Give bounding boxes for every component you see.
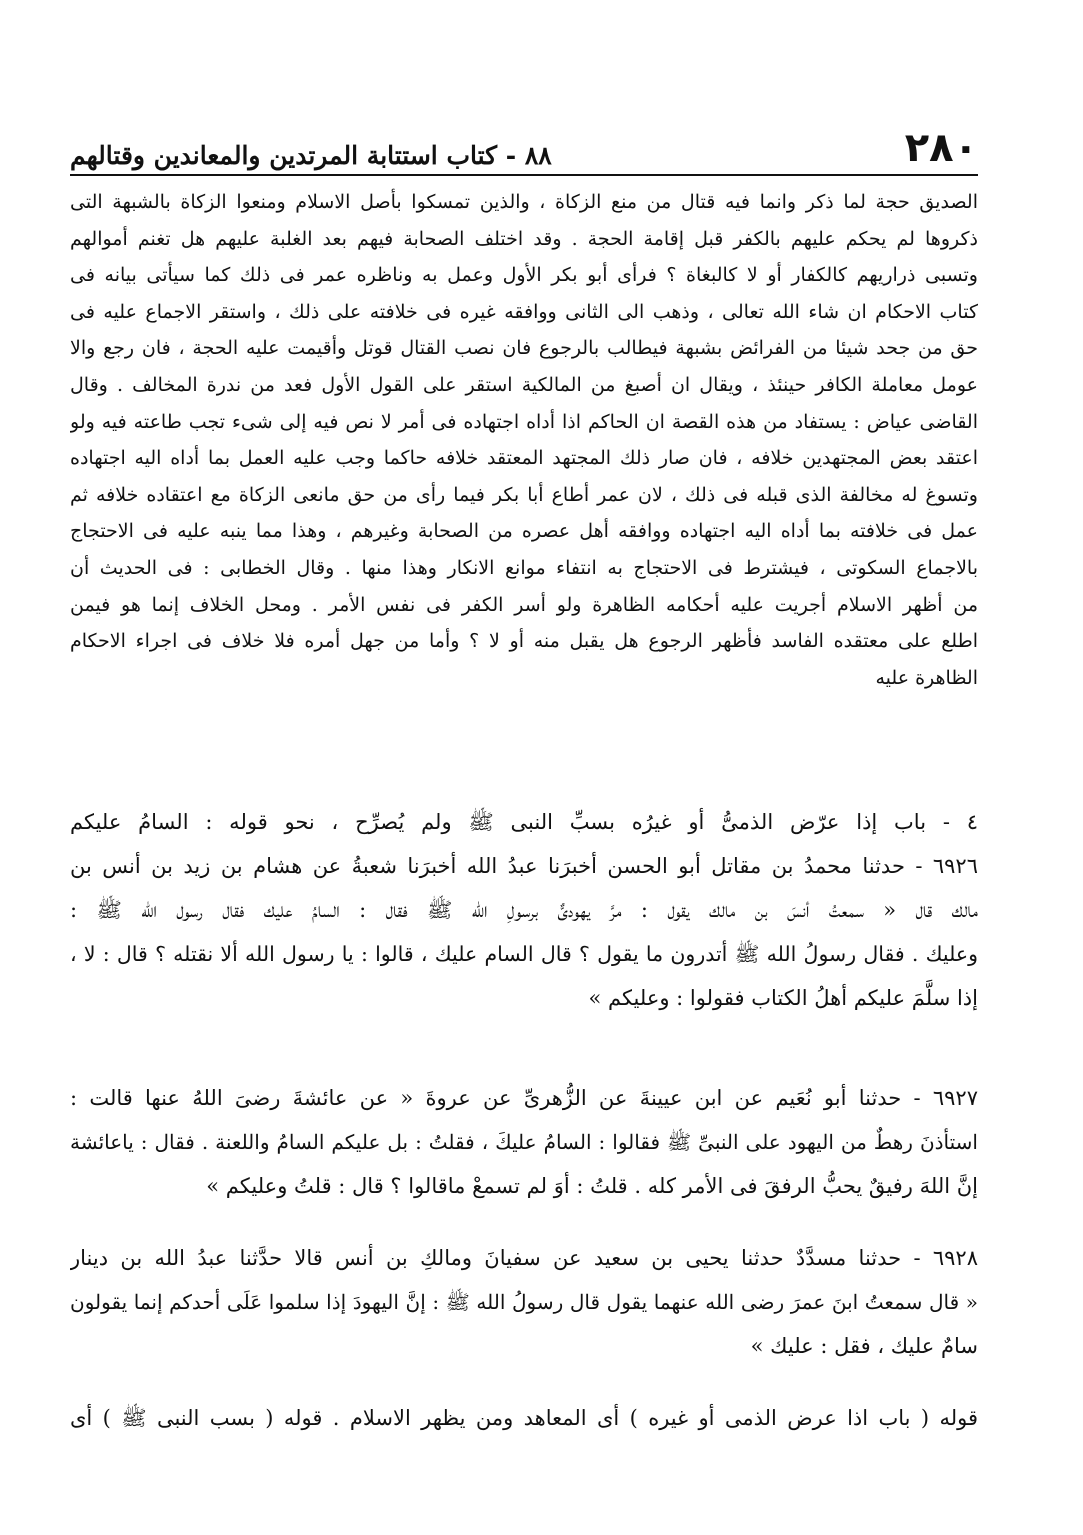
- text-line: الصديق حجة لما ذكر وانما فيه قتال من منع الزكاة ، والذين تمسكوا بأصل الاسلام ومنعوا الزكاة بالشبهة التى: [70, 191, 978, 213]
- text-line: ذكروها لم يحكم عليهم بالكفر قبل إقامة الحجة . وقد اختلف الصحابة فيهم بعد الغلبة عليهم هل تغنم أموالهم: [70, 227, 978, 250]
- commentary-top: [70, 184, 978, 696]
- text-line: وتسوغ له مخالفة الذى قبله فى ذلك ، لان عمر أطاع أبا بكر فيما رأى من حق مانعى الزكاة مع اعتقاده خلافه ثم: [70, 483, 978, 506]
- page-number: ٢٨٠: [904, 125, 978, 171]
- hadith-line: ٦٩٢٨ - حدثنا مسدَّدٌ حدثنا يحيى بن سعيد عن سفيانَ ومالكِ بن أنس قالا حدَّثنا عبدُ الله بن دينار: [70, 1246, 978, 1270]
- text-line: وتسبى ذراريهم كالكفار أو لا كالبغاة ؟ فرأى أبو بكر الأول وعمل به وناظره عمر فى ذلك كما سيأتى بيانه فى: [70, 264, 978, 287]
- hadith-line: « قال سمعتُ ابنَ عمرَ رضى الله عنهما يقول قال رسولُ الله ﷺ : إنَّ اليهودَ إذا سلموا عَلَى أحدكم إنما يقولون: [70, 1290, 978, 1314]
- hadith-line: وعليك . فقال رسولُ الله ﷺ أتدرون ما يقول ؟ قال السام عليك ، قالوا : يا رسول الله ألا نقتله ؟ قال : لا ،: [70, 942, 978, 966]
- header-rule: [70, 174, 978, 176]
- text-line: عومل معاملة الكافر حينئذ ، ويقال ان أصبغ من المالكية استقر على القول الأول فعد من ندرة المخالف . وقال: [70, 373, 978, 396]
- hadith-6928: [70, 1236, 978, 1368]
- hadith-line: إنَّ اللهَ رفيقٌ يحبُّ الرفقَ فى الأمر كله . قلتُ : أوَ لم تسمعْ ماقالوا ؟ قال : قلتُ وعليكم »: [206, 1174, 978, 1198]
- chapter-and-hadith-6926: [70, 800, 978, 1020]
- text-line: اطلع على معتقده الفاسد فأظهر الرجوع هل يقبل منه أو لا ؟ وأما من جهل أمره فلا خلاف فى اجراء الاحكام: [70, 630, 978, 653]
- hadith-line: ٦٩٢٧ - حدثنا أبو نُعَيم عن ابن عيينةَ عن الزُّهرىِّ عن عروةَ « عن عائشةَ رضىَ اللهُ عنها قالت :: [70, 1086, 978, 1110]
- text-line: بالاجماع السكوتى ، فيشترط فى الاحتجاج به انتفاء موانع الانكار وهذا منها . وقال الخطابى : فى الحديث أن: [70, 556, 978, 579]
- hadith-line: إذا سلَّمَ عليكم أهلُ الكتاب فقولوا : وعليكم »: [588, 986, 978, 1010]
- chapter-heading: ٤ - باب إذا عرّض الذمىُّ أو غيرُه بسبِّ النبى ﷺ ولم يُصرِّح ، نحو قوله : السامُ عليكم: [70, 810, 978, 834]
- hadith-line: استأذنَ رهطٌ من اليهود على النبىِّ ﷺ فقالوا : السامُ عليكَ ، فقلتُ : بل عليكم السامُ واللعنة . فقال : ياعائشة: [70, 1130, 978, 1154]
- text-line: كتاب الاحكام ان شاء الله تعالى ، وذهب الى الثانى ووافقه غيره فى خلافته على ذلك ، واستقر الاجماع عليه فى: [70, 300, 978, 323]
- running-title: ٨٨ - كتاب استتابة المرتدين والمعاندين وقتالهم: [70, 141, 552, 170]
- text-line: الظاهرة عليه: [875, 666, 978, 689]
- hadith-line: سامٌ عليك ، فقل : عليك »: [750, 1334, 978, 1358]
- hadith-6927: [70, 1076, 978, 1208]
- text-line: عمل فى خلافته بما أداه اليه اجتهاده ووافقه أهل عصره من الصحابة وغيرهم ، وهذا مما ينبه عليه فى الاحتجاج: [70, 520, 978, 543]
- text-line: قوله ( باب اذا عرض الذمى أو غيره ) أى المعاهد ومن يظهر الاسلام . قوله ( بسب النبى ﷺ ) أى: [70, 1406, 978, 1430]
- text-line: حق من جحد شيئا من الفرائض بشبهة فيطالب بالرجوع فان نصب القتال قوتل وأقيمت عليه الحجة ، فان رجع والا: [70, 337, 978, 360]
- text-line: القاضى عياض : يستفاد من هذه القصة ان الحاكم اذا أداه اجتهاده فى أمر لا نص فيه إلى شىء تجب طاعته فيه ولو: [70, 410, 978, 433]
- text-line: من أظهر الاسلام أجريت عليه أحكامه الظاهرة ولو أسر الكفر فى نفس الأمر . ومحل الخلاف إنما هو فيمن: [70, 593, 978, 616]
- hadith-line: مالك قال « سمعتُ أنسَ بن مالك يقول : مرَّ يهودىٌّ برسولِ الله ﷺ فقال : السامُ عليك فقال رسول الله ﷺ :: [70, 898, 978, 922]
- commentary-bottom: [70, 1396, 978, 1440]
- hadith-line: ٦٩٢٦ - حدثنا محمدُ بن مقاتل أبو الحسن أخبرَنا عبدُ الله أخبرَنا شعبةُ عن هشام بن زيد بن أنس بن: [70, 854, 978, 878]
- page-header: [70, 118, 978, 171]
- text-line: اعتقد بعض المجتهدين خلافه ، فان صار ذلك المجتهد المعتقد خلافه حاكما وجب عليه العمل بما أداه اليه اجتهاده: [70, 447, 978, 470]
